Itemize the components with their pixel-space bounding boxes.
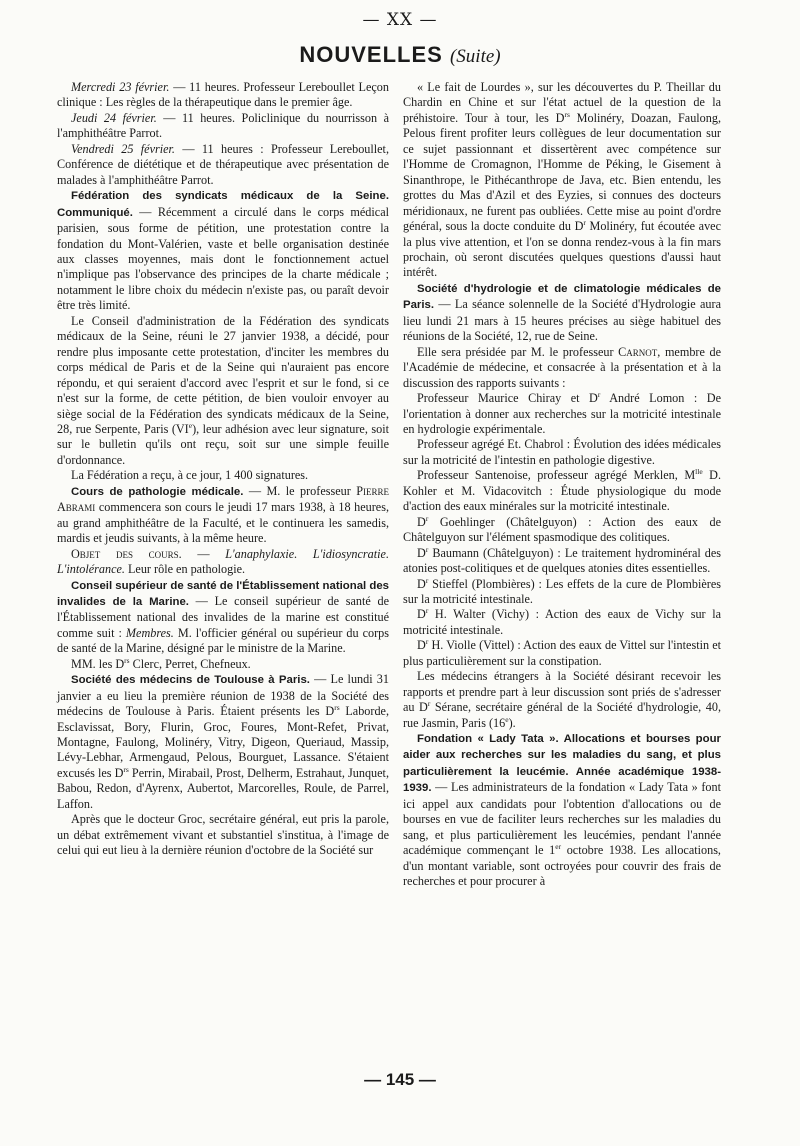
- paragraph: MM. les $D^{rs}$ Clerc, Perret, Chefneux.: [71, 655, 251, 671]
- title-suite: (Suite): [449, 46, 501, 67]
- section-federation: Fédération des syndicats médicaux de la Seine. Communiqué. — Récemment a circulé dans le corps médical parisien, sous forme de pétition, une protestation contre la fondation du Mont-Valérien, vaste et belle organisation destinée aux classes moyennes, mais dont le fonctionnement actuel n'implique pas l'observance des principes de la charte médicale ; notamment le libre choix du médecin n'existe pas, ou paraît devoir être très limité.: [57, 190, 389, 313]
- section-lady-tata: Fondation « Lady Tata ». Allocations et bourses pour aider aux recherches sur les maladies du sang, et plus particulièrement la leucémie. Année académique 1938-1939. — Les administrateurs de la fondation « Lady Tata » font ici appel aux candidats pour l'obtention d'allocations ou de bourses en vue de faciliter leurs recherches sur les maladies du sang, et plus particulièrement les leucémies, pendant l'année académique commençant le 1er octobre 1938. Les allocations, d'un montant variable, sont octroyées pour couvrir des frais de recherches et pour procurer à: [403, 733, 721, 889]
- paragraph: Mercredi 23 février. — 11 heures. Professeur Lereboullet Leçon clinique : Les règles de la thérapeutique dans le premier âge.: [57, 80, 389, 110]
- paragraph: Vendredi 25 février. — 11 heures : Professeur Lereboullet, Conférence de diététique et de thérapeutique avec présentation de malades à l'amphithéâtre Parrot.: [57, 141, 389, 187]
- paragraph: Les médecins étrangers à la Société désirant recevoir les rapports et prendre part à leur discussion sont priés de s'adresser au $D^r$ Sérane, secrétaire général de la Société d'hydrologie, 40, rue Jasmin, Paris (16e).: [403, 669, 721, 730]
- section-hydrologie: Société d'hydrologie et de climatologie médicales de Paris. — La séance solennelle de la Société d'Hydrologie aura lieu lundi 21 mars à 15 heures précises au siège habituel des réunions de la Société, 12, rue de Seine.: [403, 282, 721, 344]
- page-number: — 145 —: [364, 1070, 436, 1089]
- report-item: $D^r$ Baumann (Châtelguyon) : Le traitement hydrominéral des atonies post-colitiques et de quelques atonies dites essentielles.: [403, 544, 721, 576]
- report-item: Professeur agrégé Et. Chabrol : Évolution des idées médicales sur la motricité de l'intestin en pathologie digestive.: [403, 437, 721, 467]
- paragraph: « Le fait de Lourdes », sur les découvertes du P. Theillar du Chardin en Chine et sur l'état actuel de la question de la préhistoire. Tour à tour, les $D^{rs}$ Molinéry, Doazan, Faulong, Pelous firent profiter leurs collègues de leur documentation sur ce sujet passionnant et dissertèrent avec compétence sur l'Homme de Cromagnon, l'Homme de Péking, le Gisement à Sinanthrope, le Pithécanthrope de Java, etc. Bien entendu, les grottes du Mas d'Azil et des Eyzies, si connues des docteurs méridionaux, ne furent pas oubliées. Cette mise au point d'ordre général, sous la docte conduite du $D^r$ Molinéry, fut écoutée avec la plus vive attention, et l'on se donna rendez-vous à la fin mars prochain, où seront discutées quelques questions d'aussi haut intérêt.: [403, 80, 722, 280]
- paragraph: Jeudi 24 février. — 11 heures. Policlinique du nourrisson à l'amphithéâtre Parrot.: [57, 110, 389, 141]
- report-item: Professeur Santenoise, professeur agrégé Merklen, $M^{lle}$ D. Kohler et M. Vidacovitch : Étude physiologique du mode d'action des eaux minérales sur la motricité intestinale.: [403, 467, 721, 514]
- professor-name: Carnot: [618, 344, 658, 359]
- paragraph: Le Conseil d'administration de la Fédération des syndicats médicaux de la Seine, réuni le 27 janvier 1938, a décidé, pour rendre plus imposante cette protestation, d'inciter les membres du corps médical de Paris et de la Seine qui n'auraient pas encore répondu, et qui seraient d'accord avec l'esprit et sur le fond, si ce n'est sur la forme, de cette pétition, de bien vouloir envoyer au siège social de la Fédération des syndicats médicaux de la Seine, 28, rue Serpente, Paris (VIe), leur adhésion avec leur signature, soit sur le bulletin qu'ils ont reçu, soit sur une simple feuille d'ordonnance.: [57, 313, 389, 467]
- section-heading: Cours de pathologie médicale.: [71, 485, 244, 498]
- date: Jeudi 24 février.: [71, 110, 157, 125]
- date: Vendredi 25 février.: [71, 141, 175, 156]
- section-heading: Fondation « Lady Tata ». Allocations et bourses pour aider aux recherches sur les maladies du sang, et plus particulièrement la leucémie. Année académique 1938-1939.: [403, 733, 721, 795]
- report-item: $D^r$ Goehlinger (Châtelguyon) : Action des eaux de Châtelguyon sur l'élément spasmodique des colitiques.: [403, 513, 721, 545]
- paragraph: Elle sera présidée par M. le professeur Carnot, membre de l'Académie de médecine, et consacrée à la présentation et à la discussion des rapports suivants :: [403, 344, 722, 390]
- report-item: $D^r$ H. Walter (Vichy) : Action des eaux de Vichy sur la motricité intestinale.: [403, 606, 721, 637]
- date: Mercredi 23 février.: [71, 80, 170, 94]
- professor-name: Pierre Abrami: [57, 483, 389, 515]
- report-item: $D^r$ H. Violle (Vittel) : Action des eaux de Vittel sur l'intestin et plus particulièrement sur la constipation.: [403, 637, 721, 668]
- title-text: NOUVELLES: [299, 42, 443, 67]
- section-heading: Conseil supérieur de santé de l'Établissement national des invalides de la Marine.: [57, 579, 389, 608]
- section-heading: Société d'hydrologie et de climatologie médicales de Paris.: [403, 282, 721, 312]
- section-conseil: Conseil supérieur de santé de l'Établissement national des invalides de la Marine. — Le conseil supérieur de santé de l'Établissement national des invalides de la marine est constitué comme suit : Membres. M. l'officier général ou supérieur du corps de santé de la Marine, désigné par le ministre de la Marine.: [57, 579, 389, 656]
- page-roman-numeral: — XX —: [362, 10, 438, 30]
- paragraph: Après que le docteur Groc, secrétaire général, eut pris la parole, un débat extrêmement vivant et substantiel s'institua, à l'image de celui qui eut lieu à la dernière réunion d'octobre de la Société sur: [57, 812, 389, 858]
- right-column: [403, 80, 721, 890]
- section-heading: Fédération des syndicats médicaux de la Seine. Communiqué.: [57, 190, 389, 219]
- paragraph: Objet des cours. — L'anaphylaxie. L'idiosyncratie. L'intolérance. Leur rôle en pathologie.: [57, 546, 389, 577]
- page-title: [0, 42, 800, 68]
- paragraph: La Fédération a reçu, à ce jour, 1 400 signatures.: [71, 468, 309, 483]
- left-column: [57, 80, 389, 859]
- section-toulouse: Société des médecins de Toulouse à Paris. — Le lundi 31 janvier a eu lieu la première réunion de 1938 de la Société des médecins de Toulouse à Paris. Étaient présents les $D^{rs}$ Laborde, Esclavissat, Bory, Flurin, Groc, Foures, Mont-Refet, Privat, Montagne, Faulong, Molinéry, Vitry, Digeon, Queriaud, Massip, Lévy-Lebhar, Armengaud, Pelous, Bourguet, Lassance. S'étaient excusés les $D^{rs}$ Perrin, Mirabail, Prost, Delherm, Estrahaut, Junquet, Babou, Redon, d'Ayrenx, Aubertot, Marcorelles, Roule, de Parrel, Laffon.: [57, 672, 389, 811]
- report-item: $D^r$ Stieffel (Plombières) : Les effets de la cure de Plombières sur la motricité intestinale.: [403, 575, 721, 606]
- section-heading: Société des médecins de Toulouse à Paris.: [71, 674, 310, 687]
- report-item: Professeur Maurice Chiray et $D^r$ André Lomon : De l'orientation à donner aux recherches sur la motricité intestinale en hydrologie expérimentale.: [403, 390, 721, 436]
- section-cours: Cours de pathologie médicale. — M. le professeur Pierre Abrami commencera son cours le jeudi 17 mars 1938, à 18 heures, au grand amphithéâtre de la Faculté, et le continuera les samedis, mardis et jeudis suivants, à la même heure.: [57, 483, 389, 546]
